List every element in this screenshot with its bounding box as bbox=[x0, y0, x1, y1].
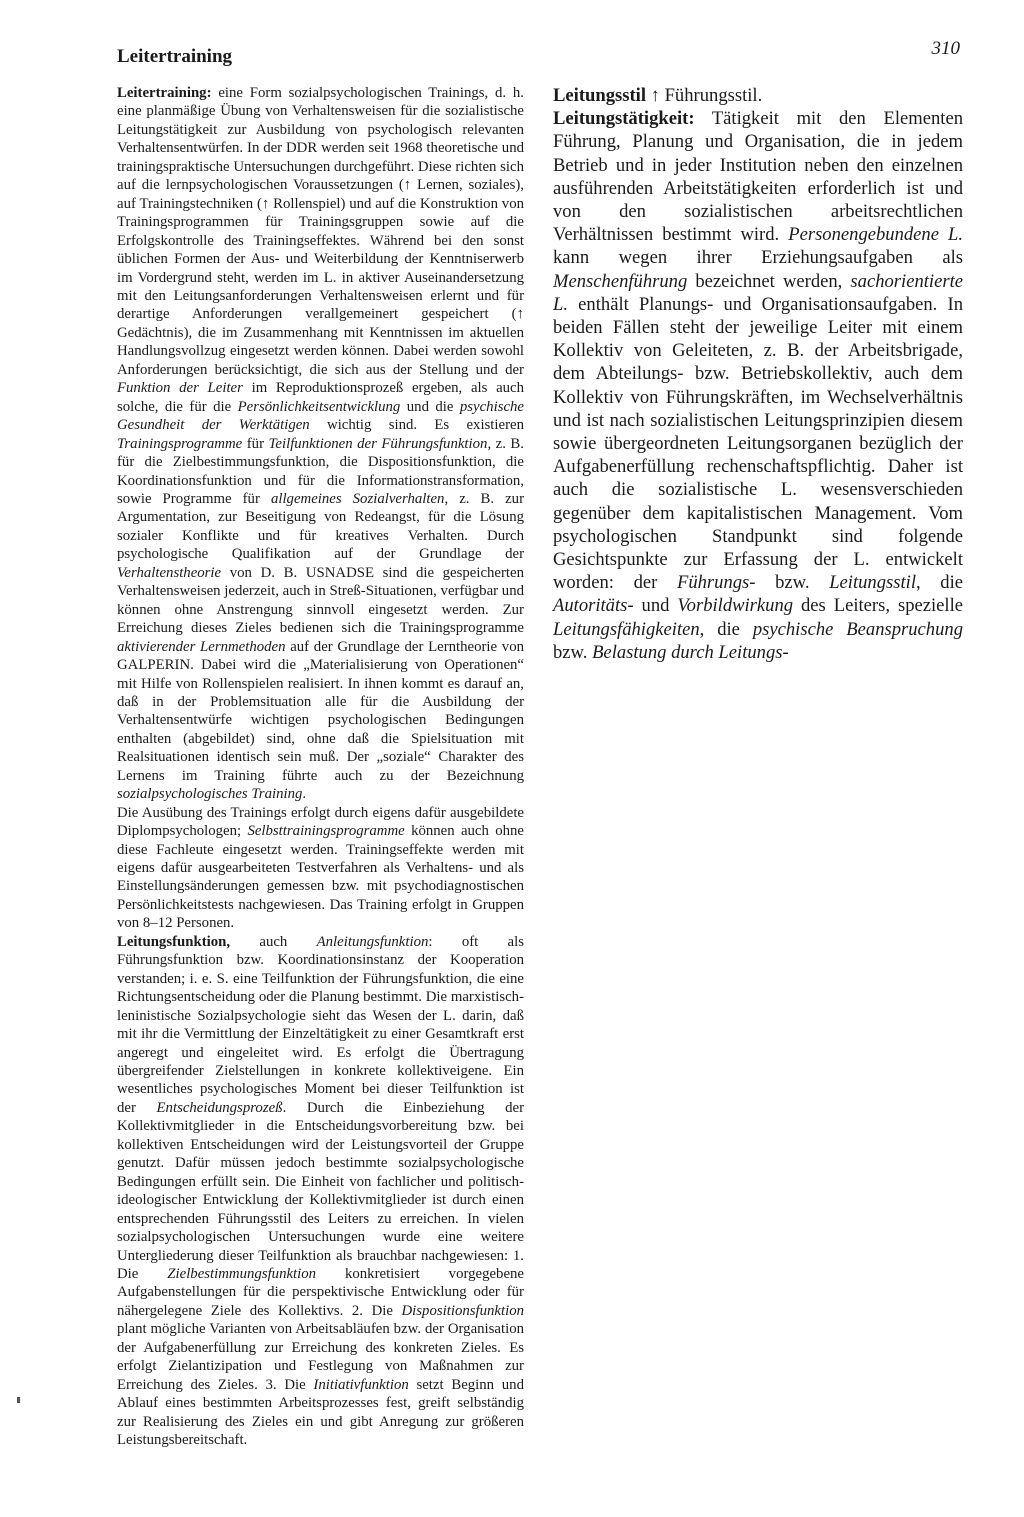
entry-emphasis: Entscheidungsprozeß bbox=[156, 1099, 283, 1116]
entry-emphasis: aktivierender Lernmethoden bbox=[117, 638, 286, 655]
running-head: Leitertraining bbox=[117, 46, 233, 67]
entry-emphasis: Verhaltenstheorie bbox=[117, 564, 222, 581]
entry-leitertraining bbox=[117, 84, 524, 804]
entry-emphasis: Autoritäts- bbox=[553, 595, 634, 617]
entry-leitungstaetigkeit bbox=[553, 107, 963, 664]
entry-text: und die bbox=[400, 398, 460, 415]
entry-term: Leitungsstil bbox=[553, 85, 646, 106]
entry-emphasis: Trainingsprogramme bbox=[117, 435, 243, 452]
entry-leitertraining-paragraph-2 bbox=[117, 804, 524, 933]
entry-leitungsfunktion bbox=[117, 933, 524, 1450]
entry-text: auch bbox=[230, 933, 317, 950]
entry-emphasis: Anleitungsfunktion bbox=[316, 933, 429, 950]
entry-emphasis: Vorbildwirkung bbox=[677, 595, 794, 617]
entry-text: , z. B. für die Zielbestimmungsfunktion, die Dispositionsfunktion, die Koordinationsfunktion und für die Informationstransformation, sowie Programme für bbox=[117, 435, 524, 507]
right-column bbox=[553, 84, 963, 664]
entry-emphasis: Zielbestimmungsfunktion bbox=[167, 1266, 317, 1282]
entry-emphasis: Persönlichkeitsentwicklung bbox=[237, 398, 401, 415]
entry-emphasis: Teilfunktionen der Führungsfunktion bbox=[268, 435, 488, 452]
entry-emphasis: allgemeines Sozialverhalten bbox=[270, 490, 445, 507]
entry-text: , die bbox=[699, 618, 753, 640]
entry-emphasis: Menschenführung bbox=[553, 270, 688, 292]
entry-text: Die Ausübung des Trainings erfolgt durch eigens dafür ausgebildete Diplompsychologen; bbox=[117, 804, 524, 840]
entry-emphasis: Personengebundene L. bbox=[788, 224, 964, 246]
entry-text: bzw. bbox=[553, 641, 593, 663]
entry-text: , z. B. zur Argumentation, zur Beseitigung von Redeangst, für die Lösung sozialer Konflikte und für kreatives Verhalten. Durch psychologische Qualifikation auf der Grundlage der bbox=[117, 490, 524, 563]
entry-text: von D. B. USNADSE sind die gespeicherten Verhaltensweisen jederzeit, auch in Streß-Situationen, verfügbar und können ohne Anstrengung sinnvoll eingesetzt werden. Zur Erreichung dieses Zieles bedienen sich die Trainingsprogramme bbox=[117, 564, 524, 637]
entry-emphasis: Führungs- bbox=[676, 572, 756, 594]
entry-emphasis: Selbsttrainingsprogramme bbox=[247, 823, 405, 840]
entry-text: wichtig sind. Es existieren bbox=[309, 417, 524, 434]
entry-emphasis: sozialpsychologisches Training bbox=[117, 786, 303, 803]
scan-speck bbox=[17, 1397, 20, 1403]
entry-text: bzw. bbox=[755, 572, 830, 594]
entry-leitungsstil bbox=[553, 84, 963, 107]
entry-text: enthält Planungs- und Organisationsaufgaben. In beiden Fällen steht der jeweilige Leiter mit einem Kollektiv von Geleiteten, z. B. der Arbeitsbrigade, dem Abteilungs- bzw. Betriebskollektiv, auch dem Kollektiv von Führungskräften, im Wechselverhältnis und ist nach sozialistischen Leitungsprinzipien diesem sowie übergeordneten Leitungsorganen bezüglich der Aufgabenerfüllung rechenschaftspflichtig. Daher ist auch die sozialistische L. wesensverschieden gegenüber dem kapitalistischen Management. Vom psychologischen Standpunkt sind folgende Gesichtspunkte zur Erfassung der L. entwickelt worden: der bbox=[553, 293, 963, 594]
entry-text: können auch ohne diese Fachleute eingesetzt werden. Trainingseffekte werden mit eigens dafür ausgearbeiteten Testverfahren als Verhaltens- und als Einstellungsänderungen gemessen bzw. mit psychodiagnostischen Persönlichkeitstests nachgewiesen. Das Training erfolgt in Gruppen von 8–12 Personen. bbox=[117, 823, 524, 932]
entry-emphasis: psychische Beanspruchung bbox=[752, 618, 963, 640]
entry-emphasis: Leitungsstil bbox=[829, 572, 916, 594]
entry-text: und bbox=[633, 595, 678, 617]
entry-text: auf der Grundlage der Lerntheorie von GALPERIN. Dabei wird die „Materialisierung von Operationen“ mit Hilfe von Rollenspielen realisiert. In ihnen kommt es darauf an, daß in der Problemsituation alle für die Ausbildung der Verhaltensentwürfe wichtigen psychologischen Bedingungen enthalten (abgebildet) sind, ohne daß die Spielsituation mit Realsituationen identisch sein muß. Der „soziale“ Charakter des Lernens im Training führte auch zu der Bezeichnung bbox=[117, 638, 524, 784]
entry-text: bezeichnet werden, bbox=[687, 270, 851, 292]
entry-text: . bbox=[302, 786, 307, 803]
page-number: 310 bbox=[931, 38, 960, 59]
entry-text: des Leiters, spezielle bbox=[793, 595, 963, 617]
entry-text: , die bbox=[916, 572, 964, 594]
entry-text: setzt Beginn und Ablauf eines bestimmten Arbeitsprozesses fest, greift selbständig zur Realisierung des Zieles ein und gibt Anregung zur größeren Leistungsbereitschaft. bbox=[117, 1376, 524, 1449]
entry-emphasis: Leitungsfähigkeiten bbox=[553, 618, 700, 640]
entry-text: konkretisiert vorgegebene Aufgabenstellungen für die perspektivische Entwicklung oder für nähergelegene Ziele des Kollektivs. 2. Die bbox=[117, 1266, 524, 1319]
entry-emphasis: Belastung durch Leitungs- bbox=[592, 641, 789, 663]
entry-emphasis: psychische Gesundheit der Werktätigen bbox=[117, 398, 524, 434]
entry-text: Tätigkeit mit den Elementen Führung, Planung und Organisation, die in jedem Betrieb und in jeder Institution neben den einzelnen ausführenden Arbeitstätigkeiten erforderlich ist und von den sozialistischen arbeitsrechtlichen Verhältnissen bestimmt wird. bbox=[553, 108, 963, 246]
entry-text: für bbox=[242, 435, 269, 452]
entry-term: Leitertraining: bbox=[117, 85, 212, 101]
entry-emphasis: Initiativfunktion bbox=[313, 1376, 409, 1393]
entry-text: . Durch die Einbeziehung der Kollektivmitglieder in die Entscheidungsvorbereitung bzw. bei kollektiven Entscheidungen wird der Leistungsvorteil der Gruppe genutzt. Dafür müssen jedoch bestimmte sozialpsychologische Bedingungen erfüllt sein. Die Einheit von fachlicher und politisch-ideologischer Entwicklung der Kollektivmitglieder ist durch einen entsprechenden Führungsstil des Leiters zu erreichen. In vielen sozialpsychologischen Untersuchungen wurde eine weitere Untergliederung dieser Teilfunktion als brauchbar nachgewiesen: 1. Die bbox=[117, 1099, 524, 1282]
entry-term: Leitungstätigkeit: bbox=[553, 108, 695, 130]
entry-term: Leitungsfunktion, bbox=[117, 933, 231, 950]
entry-emphasis: Funktion der Leiter bbox=[117, 380, 243, 397]
entry-text: : oft als Führungsfunktion bzw. Koordinationsinstanz der Kooperation verstanden; i. e. S. eine Teilfunktion der Führungsfunktion, die eine Richtungsentscheidung oder die Planung bestimmt. Die marxistisch-leninistische Sozialpsychologie sieht das Wesen der L. darin, daß mit ihr die Vermittlung der Einzeltätigkeit zu einer Gesamtkraft erst angeregt und eingeleitet wird. Es erfolgt die Übertragung übergreifender Zielstellungen in konkrete kollektiveigene. Ein wesentliches psychologisches Moment bei dieser Teilfunktion ist der bbox=[117, 933, 524, 1116]
entry-text: eine Form sozialpsychologischen Trainings, d. h. eine planmäßige Übung von Verhaltensweisen für die sozialistische Leitungstätigkeit zur Ausbildung von psychologisch relevanten Verhaltensentwürfen. In der DDR werden seit 1968 theoretische und trainingspraktische Untersuchungen durchgeführt. Diese richten sich auf die lernpsychologischen Voraussetzungen (↑ Lernen, soziales), auf Trainingstechniken (↑ Rollenspiel) und auf die Konstruktion von Trainingsprogrammen für Trainingsgruppen sowie auf die Erfolgskontrolle des Trainingseffektes. Während bei den sonst üblichen Formen der Aus- und Weiterbildung der Kenntniserwerb im Vordergrund steht, werden im L. in aktiver Auseinandersetzung mit den Leitungsanforderungen Verhaltensweisen erlernt und für derartige Anforderungen verallgemeinert gespeichert (↑ Gedächtnis), die im Zusammenhang mit Kenntnissen im aktuellen Handlungsvollzug eingesetzt werden können. Dabei werden sowohl Anforderungen berücksichtigt, die sich aus der Stellung und der bbox=[117, 85, 524, 378]
left-column bbox=[117, 84, 524, 1450]
entry-text: kann wegen ihrer Erziehungsaufgaben als bbox=[553, 247, 963, 269]
entry-emphasis: sachorientierte L. bbox=[553, 270, 963, 315]
entry-emphasis: Dispositionsfunktion bbox=[401, 1302, 524, 1319]
cross-reference: ↑ Führungsstil. bbox=[646, 85, 763, 106]
entry-text: im Reproduktionsprozeß ergeben, als auch solche, die für die bbox=[117, 380, 525, 415]
entry-text: plant mögliche Varianten von Arbeitsabläufen bzw. der Organisation der Aufgabenerfüllung zur Erreichung des konkreten Zieles. Es erfolgt Zielantizipation und Festlegung von Maßnahmen zur Erreichung des Zieles. 3. Die bbox=[117, 1321, 524, 1393]
